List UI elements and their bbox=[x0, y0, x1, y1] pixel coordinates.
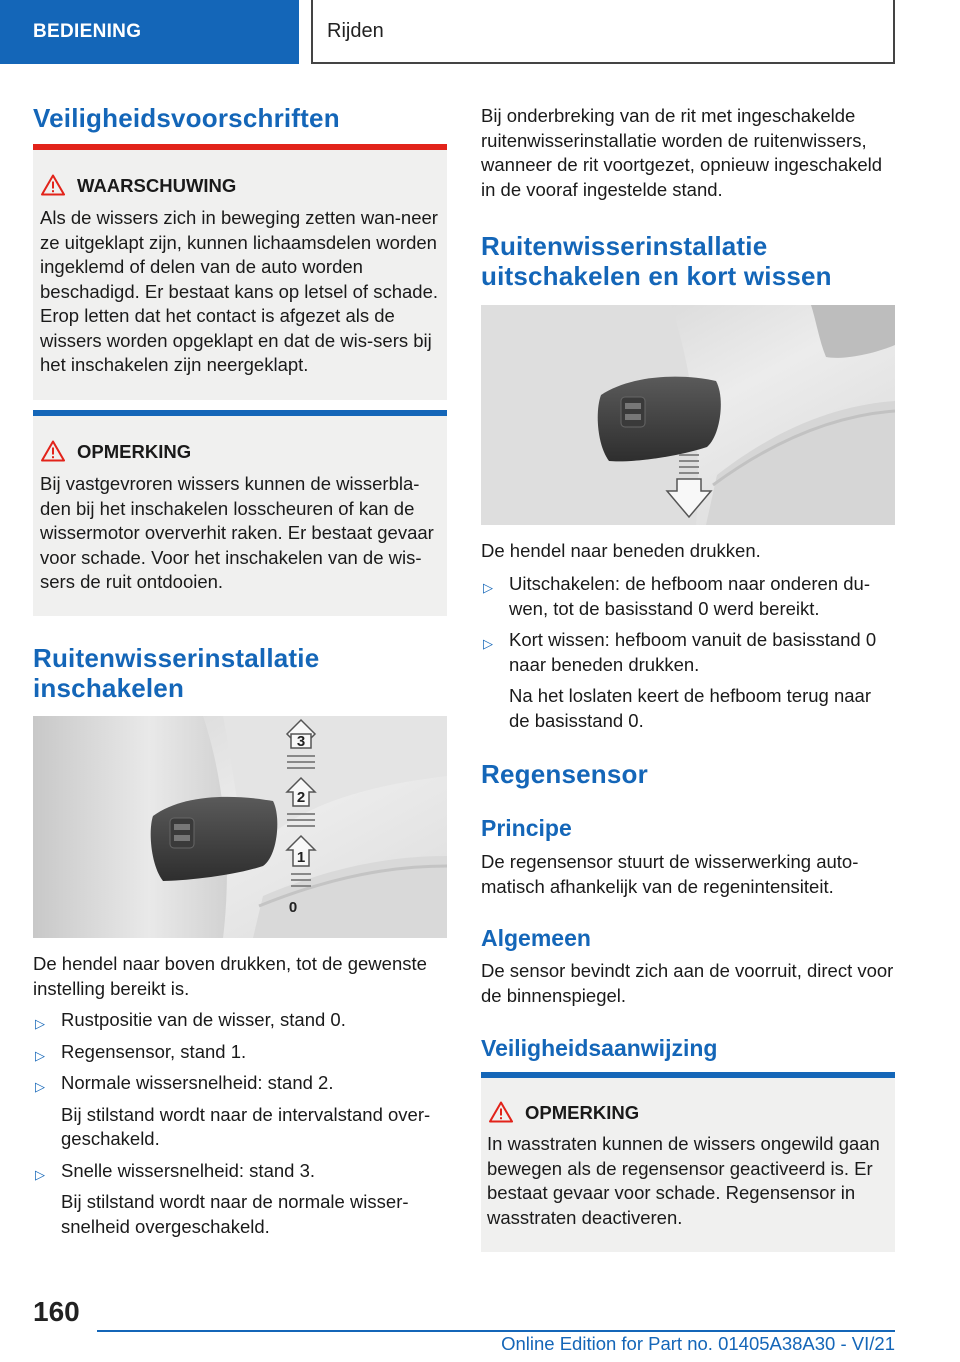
chapter-tab: BEDIENING bbox=[0, 0, 299, 64]
triangle-bullet-icon: ▷ bbox=[35, 1047, 45, 1063]
list-item: ▷ Regensensor, stand 1. bbox=[33, 1040, 447, 1065]
list-item-note: Na het loslaten keert de hefboom terug naar de basisstand 0. bbox=[509, 685, 872, 731]
switch-on-heading bbox=[33, 643, 319, 703]
stand-label-1: 1 bbox=[296, 849, 306, 866]
general-text: De sensor bevindt zich aan de voorruit, direct voor de binnenspiegel. bbox=[481, 960, 894, 1006]
principle-text: De regensensor stuurt de wisserwerking auto-matisch afhankelijk van de regenintensiteit. bbox=[481, 851, 859, 897]
general-heading: Algemeen bbox=[481, 925, 591, 951]
triangle-bullet-icon: ▷ bbox=[483, 580, 493, 595]
switch-off-heading bbox=[481, 231, 832, 291]
lever-down-photo bbox=[481, 305, 895, 525]
page-number: 160 bbox=[33, 1296, 80, 1327]
note-title: OPMERKING bbox=[525, 1102, 640, 1123]
warning-bar bbox=[33, 144, 447, 150]
rain-sensor-heading: Regensensor bbox=[481, 759, 648, 789]
lever-down-illustration bbox=[481, 305, 895, 525]
stand-label-3: 3 bbox=[296, 733, 306, 750]
warning-icon bbox=[489, 1101, 513, 1123]
page-header bbox=[0, 0, 960, 66]
switch-off-heading-line2: uitschakelen en kort wissen bbox=[481, 261, 832, 291]
note-box bbox=[33, 410, 447, 616]
triangle-bullet-icon: ▷ bbox=[35, 1079, 45, 1094]
list-item: ▷ Normale wissersnelheid: stand 2. Bij stilstand wordt naar de intervalstand over-geschakeld. bbox=[33, 1071, 447, 1152]
footer-divider bbox=[97, 1330, 895, 1332]
lever-down-caption: De hendel naar beneden drukken. bbox=[481, 540, 761, 561]
warning-box bbox=[33, 144, 447, 400]
interrupt-text: Bij onderbreking van de rit met ingeschakelde ruitenwisserinstallatie worden de ruitenwissers, wanneer de rit voortgezet, opnieuw ingeschakeld in de vooraf ingestelde stand. bbox=[481, 105, 883, 200]
list-item: ▷ Rustpositie van de wisser, stand 0. bbox=[33, 1008, 447, 1033]
note-title: OPMERKING bbox=[77, 441, 192, 462]
safety-heading: Veiligheidsvoorschriften bbox=[33, 103, 340, 133]
lever-up-intro: De hendel naar boven drukken, tot de gewenste instelling bereikt is. bbox=[33, 953, 427, 999]
list-item: ▷ Uitschakelen: de hefboom naar onderen du-wen, tot de basisstand 0 werd bereikt. bbox=[483, 573, 870, 619]
triangle-bullet-icon: ▷ bbox=[35, 1166, 45, 1182]
switch-on-heading-line1: Ruitenwisserinstallatie bbox=[33, 643, 320, 673]
warning-text: Als de wissers zich in beweging zetten wan-neer ze uitgeklapt zijn, kunnen lichaamsdelen worden ingeklemd of delen van de auto worden beschadigd. Er bestaat kans op letsel of schade. Erop letten dat het contact is afgezet als de wissers worden opgeklapt en dat de wis-sers bij het inschakelen zijn neergeklapt. bbox=[40, 207, 439, 375]
edition-note: Online Edition for Part no. 01405A38A30 - VI/21 bbox=[501, 1333, 895, 1354]
safety-note-heading: Veiligheidsaanwijzing bbox=[481, 1035, 718, 1061]
triangle-bullet-icon: ▷ bbox=[35, 1016, 45, 1031]
warning-title: WAARSCHUWING bbox=[77, 175, 237, 196]
lever-up-photo bbox=[33, 716, 447, 938]
note-bar bbox=[481, 1072, 895, 1078]
lever-up-illustration bbox=[33, 716, 447, 938]
note-text: Bij vastgevroren wissers kunnen de wisserbla-den bij het inschakelen losscheuren of kan de wissermotor oververhit raken. Er bestaat gevaar voor schade. Voor het inschakelen van de wis-sers de ruit ontdooien. bbox=[40, 473, 434, 592]
list-item: ▷ Snelle wissersnelheid: stand 3. Bij stilstand wordt naar de normale wisser-snelheid overgeschakeld. bbox=[33, 1159, 447, 1240]
note-box bbox=[481, 1072, 895, 1252]
note-text: In wasstraten kunnen de wissers ongewild gaan bewegen als de regensensor geactiveerd is. Er bestaat gevaar voor schade. Regensensor in wasstraten deactiveren. bbox=[487, 1133, 880, 1228]
right-action-list bbox=[481, 572, 895, 740]
section-title: Rijden bbox=[311, 0, 895, 64]
warning-icon bbox=[41, 440, 65, 462]
stand-label-0: 0 bbox=[288, 899, 298, 916]
switch-on-heading-line2: inschakelen bbox=[33, 673, 185, 703]
switch-off-heading-line1: Ruitenwisserinstallatie bbox=[481, 231, 768, 261]
list-item-note: Bij stilstand wordt naar de intervalstand over-geschakeld. bbox=[61, 1103, 431, 1149]
triangle-bullet-icon: ▷ bbox=[483, 636, 493, 651]
warning-icon bbox=[41, 174, 65, 196]
stand-label-2: 2 bbox=[296, 789, 306, 806]
note-bar bbox=[33, 410, 447, 416]
left-stand-list bbox=[33, 1008, 447, 1246]
list-item: ▷ Kort wissen: hefboom vanuit de basisstand 0 naar beneden drukken. Na het loslaten keert de hefboom terug naar de basisstand 0. bbox=[481, 628, 895, 733]
list-item-note: Bij stilstand wordt naar de normale wisser-snelheid overgeschakeld. bbox=[61, 1191, 409, 1237]
principle-heading: Principe bbox=[481, 815, 572, 841]
